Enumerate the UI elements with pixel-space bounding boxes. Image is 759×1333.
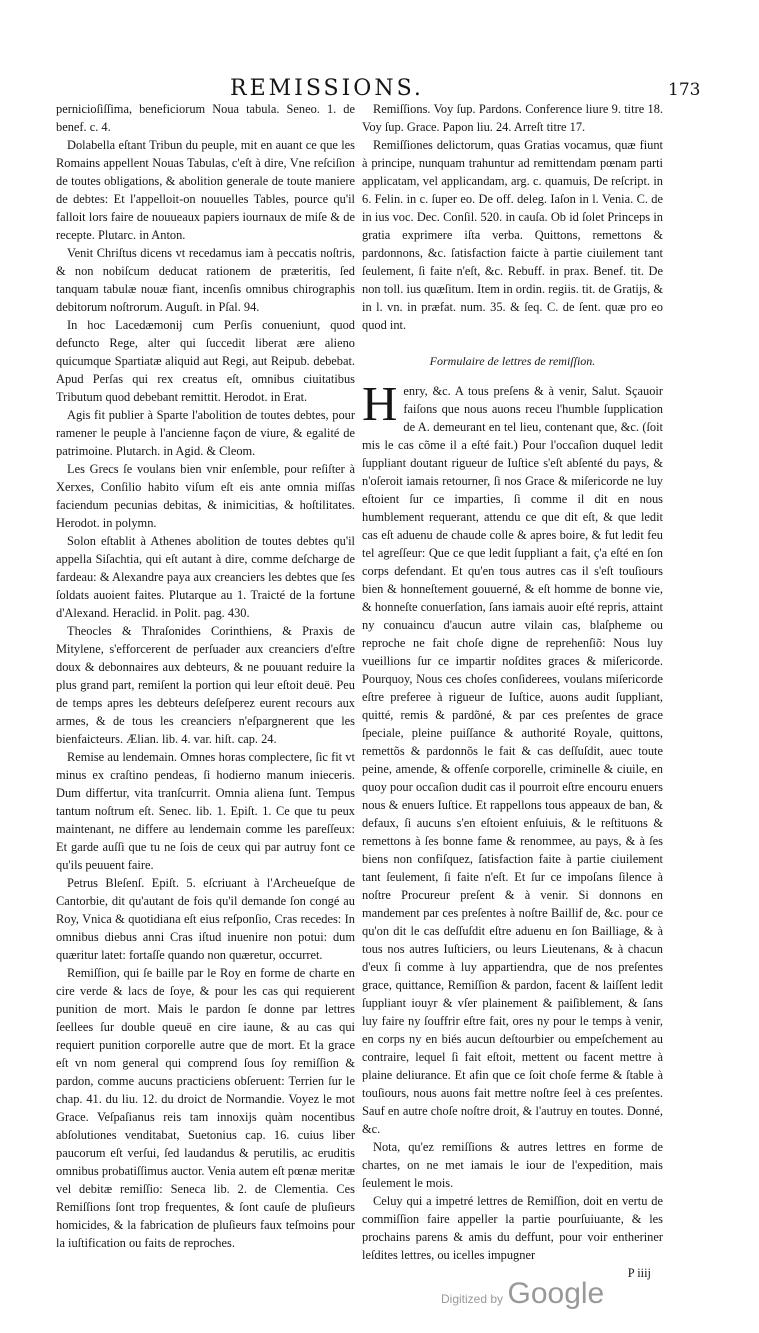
left-paragraph: In hoc Lacedæmonij cum Perſis conueniunt, quod defuncto Rege, alter qui ſuccedit liberat ære alieno quicumque Spartiatæ aliquid aut Regi, aut Reipub. debebat. Apud Perſas qui rex creatus eſt, omnibus ciuitatibus Tributum quod debebant remittit. Herodot. in Erat. <box>56 318 355 404</box>
left-paragraph: Solon eſtablit à Athenes abolition de toutes debtes qu'il appella Siſachtia, qui eſt autant à dire, comme deſcharge de fardeau: & Alexandre paya aux creanciers les debtes que ſes ſoldats auoient faites. Plutarque au 1. Traicté de la fortune d'Alexand. Heraclid. in Polit. pag. 430. <box>56 534 355 620</box>
right-paragraph: Remiſſiones delictorum, quas Gratias vocamus, quæ fiunt à principe, nunquam trahuntur ad remittendam pœnam parti applicatam, vel applicandam, arg. c. quamuis, De reſcript. in 6. Felin. in c. ſuper eo. De off. deleg. Iaſon in l. Venia. C. de in ius voc. Dec. Conſil. 520. in cauſa. Ob id ſolet Princeps in gratia exprimere iſta verba. Quittons, remettons & pardonnons, &c. ſatisfaction faicte à partie ciuilement tant ſeulement, ſi faite n'eſt, &c. Rebuff. in prax. Benef. tit. De non toll. ius quæſitum. Item in ordin. regiis. tit. de Gratijs, & in l. vn. in præfat. num. 35. & ſeq. C. de ſent. quæ pro eo quod int. <box>362 138 663 332</box>
right-paragraph: Remiſſions. Voy ſup. Pardons. Conference liure 9. titre 18. Voy ſup. Grace. Papon liu. 24. Arreſt titre 17. <box>362 102 663 134</box>
watermark-prefix: Digitized by <box>441 1292 504 1306</box>
left-column <box>56 100 355 1252</box>
left-paragraph: pernicioſiſſima, beneficiorum Noua tabula. Seneo. 1. de benef. c. 4. <box>56 102 355 134</box>
digitized-watermark <box>441 1277 604 1311</box>
left-paragraph: Remiſſion, qui ſe baille par le Roy en forme de charte en cire verde & lacs de ſoye, & pour les cas qui requierent punition de mort. Mais le pardon ſe donne par lettres ſeellees ſur double queuë en cire iaune, & au cas qui requiert punition corporelle autre que de mort. Et la grace eſt vn nom general qui comprend ſous ſoy remiſſion & pardon, comme aucuns practiciens obſeruent: Terrien ſur le chap. 41. du liu. 12. du droict de Normandie. Voyez le mot Grace. Veſpaſianus reis tam innoxijs quàm nocentibus abſolutiones venditabat, Suetonius cap. 16. cuius liber paucorum eſt verſui, ſed laudandus & perutilis, ac eruditis omnibus probatiſſimus auctor. Venia autem eſt pœnæ meritæ vel debitæ remiſſio: Seneca lib. 2. de Clementia. Ces Remiſſions ſont trop frequentes, & ſont cauſe de pluſieurs homicides, & la fabrication de pluſieurs faux teſmoins pour la iuſtification ou faits de reproches. <box>56 966 355 1250</box>
page-number: 173 <box>668 80 701 100</box>
form-title: Formulaire de lettres de remiſſion. <box>429 354 596 368</box>
left-paragraph: Petrus Bleſenſ. Epiſt. 5. eſcriuant à l'Archeueſque de Cantorbie, dit qu'autant de fois qu'il demande ſon congé au Roy, Vnica & quotidiana eſt eius reſponſio, Cras recedes: In omnibus diebus anni Cras iſtud inuenire non potui: dum quæritur latet: fortaſſe quando non quæretur, occurret. <box>56 876 355 962</box>
left-paragraph: Dolabella eſtant Tribun du peuple, mit en auant ce que les Romains appellent Nouas Tabulas, c'eſt à dire, Vne reſciſion de toutes obligations, & abolition generale de toute maniere de debtes: Et l'appelloit-on nouuelles Tables, pource qu'il falloit lors faire de nouueaux papiers iournaux de miſe & de recepte. Plutarc. in Anton. <box>56 138 355 242</box>
running-head-title: REMISSIONS. <box>230 76 424 101</box>
letter-form-text: enry, &c. A tous preſens & à venir, Salut. Sçauoir faiſons que nous auons receu l'humble ſupplication de A. demeurant en tel lieu, contenant que, &c. (ſoit mis le cas cõme il a eſté fait.) Pour l'occaſion duquel ledit ſuppliant doutant rigueur de Iuſtice s'eſt abſenté du pays, & n'oſeroit iamais retourner, ſi nos Grace & miſericorde ne luy eſtoient ſur ce imparties, ſi comme il dit en nous humblement requerant, attendu ce que dit eſt, & que ledit cas eſt aduenu de chaude colle & apres boire, & fut ledit feu tel agreſſeur: Que ce que ledit ſuppliant a fait, ç'a eſté en ſon corps defendant. Et qu'en tous autres cas il s'eſt touſiours bien & honneſtement gouuerné, & eſt homme de bonne vie, & honneſte conuerſation, ſans iamais auoir eſté repris, attaint ny conuaincu d'aucun autre vilain cas, blaſpheme ou reproche ne fait choſe digne de reprehenſiõ: Nous luy vueillions ſur ce impartir noſdites graces & miſericorde. Pourquoy, Nous ces choſes conſiderees, voulans miſericorde eſtre preferee à rigueur de Iuſtice, auons audit ſuppliant, quitté, remis & pardõné, & par ces preſentes de grace ſpeciale, pleine puiſſance & authorité Royale, quittons, remettõs & pardonnõs le fait & cas deſſuſdit, auec toute peine, amende, & offenſe corporelle, criminelle & ciuile, en quoy pour occaſion dudit cas il pourroit eſtre encouru enuers nous & enuers Iuſtice. Et rappellons tous appeaux de ban, & defaux, ſi aucuns s'en eſtoient enſuiuis, & le reſtituons & remettons à ſes bonne fame & renommee, au pays, & à ſes biens non confiſquez, ſatisfaction faite à partie ciuilement tant ſeulement, ſi faite n'eſt. Et ſur ce impoſans ſilence à noſtre Procureur preſent & à venir. Si donnons en mandement par ces preſentes à noſtre Baillif de, &c. pour ce qu'on dit le cas deſſuſdit eſtre aduenu en ſon Bailliage, & à tous nos autres Iuſticiers, ou leurs Lieutenans, & à chacun d'eux ſi comme à luy appartiendra, que de nos preſentes grace, quittance, Remiſſion & pardon, facent & laiſſent ledit ſuppliant iouyr & vſer plainement & paiſiblement, & ſans luy faire ny ſouffrir eſtre fait, ores ny pour le temps à venir, en corps ny en biés aucun deſtourbier ou empeſchement au contraire, lequel ſi fait eſtoit, mettent ou facent mettre à plaine deliurance. Et afin que ce ſoit choſe ferme & ſtable à touſiours, nous auons fait mettre noſtre ſeel à ces preſentes. Sauf en autre choſe noſtre droit, & l'autruy en toutes. Donné, &c. <box>362 384 663 1136</box>
left-paragraph: Theocles & Thraſonides Corinthiens, & Praxis de Mitylene, s'efforcerent de perſuader aux creanciers d'eſtre doux & debonnaires aux debteurs, & ne pouuant reduire la plus grand part, remiſent la portion qui leur eſtoit deuë. Peu de temps apres les debteurs deſeſperez eurent recours aux armes, & de tous les creanciers n'eſpargnerent que les bienfaicteurs. Ælian. lib. 4. var. hiſt. cap. 24. <box>56 624 355 746</box>
left-paragraph: Agis fit publier à Sparte l'abolition de toutes debtes, pour ramener le peuple à l'ancienne façon de viure, & egalité de patrimoine. Plutarch. in Agid. & Cleom. <box>56 408 355 458</box>
right-paragraph: Celuy qui a impetré lettres de Remiſſion, doit en vertu de commiſſion faire appeller la partie pourſuiuante, & les prochains parens & amis du deffunt, pour voir entheriner leſdites lettres, ou icelles impugner <box>362 1194 663 1262</box>
signature-mark: P iiij <box>627 1266 651 1280</box>
left-paragraph: Les Grecs ſe voulans bien vnir enſemble, pour reſiſter à Xerxes, Conſilio habito viſum eſt eis ante omnia miſſas faciendum pecunias debitas, & inimicitias, & hoſtilitates. Herodot. in polymn. <box>56 462 355 530</box>
drop-cap: H <box>362 376 398 431</box>
left-paragraph: Remise au lendemain. Omnes horas complectere, ſic fit vt minus ex craſtino pendeas, ſi hodierno manum inieceris. Dum differtur, vita tranſcurrit. Omnia aliena ſunt. Tempus tantum noſtrum eſt. Senec. lib. 1. Epiſt. 1. Ce que tu peux maintenant, ne differe au lendemain comme les pareſſeux: Et garde auſſi que tu ne ſois de ceux qui par autruy font ce qu'ils peuuent faire. <box>56 750 355 872</box>
right-paragraph: Nota, qu'ez remiſſions & autres lettres en forme de chartes, on ne met iamais le iour de l'expedition, mais ſeulement le mois. <box>362 1140 663 1190</box>
watermark-brand: Google <box>507 1277 605 1310</box>
right-column <box>362 100 663 1282</box>
left-paragraph: Venit Chriſtus dicens vt recedamus iam à peccatis noſtris, & non nobiſcum deducat rationem de præteritis, ſed tanquam tabulæ nouæ fiant, incenſis omnibus chirographis debitorum noſtrorum. Auguſt. in Pſal. 94. <box>56 246 355 314</box>
letter-form-body <box>362 376 663 1138</box>
